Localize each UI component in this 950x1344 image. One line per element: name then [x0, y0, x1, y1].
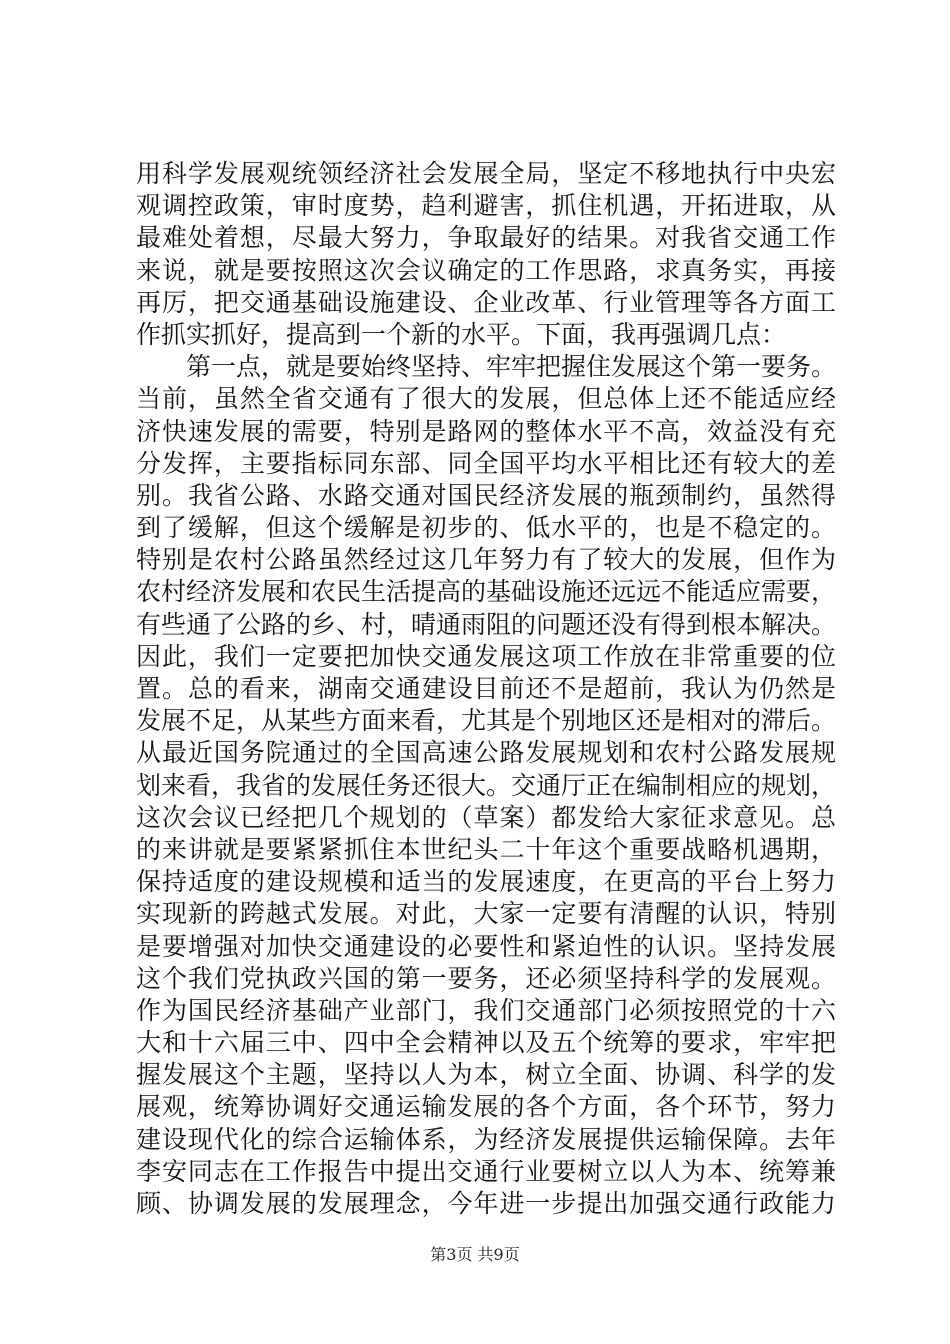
text-line: 李安同志在工作报告中提出交通行业要树立以人为本、统筹兼 [136, 1156, 836, 1186]
text-line: 第一点，就是要始终坚持、牢牢把握住发展这个第一要务。 [186, 352, 836, 382]
text-line: 作抓实抓好，提高到一个新的水平。下面，我再强调几点： [136, 319, 787, 349]
text-line: 这次会议已经把几个规划的（草案）都发给大家征求意见。总 [136, 802, 836, 832]
text-line: 从最近国务院通过的全国高速公路发展规划和农村公路发展规 [136, 738, 836, 768]
text-line: 分发挥，主要指标同东部、同全国平均水平相比还有较大的差 [136, 448, 836, 478]
text-line: 因此，我们一定要把加快交通发展这项工作放在非常重要的位 [136, 641, 836, 671]
text-line: 划来看，我省的发展任务还很大。交通厅正在编制相应的规划， [136, 770, 836, 800]
text-line: 别。我省公路、水路交通对国民经济发展的瓶颈制约，虽然得 [136, 480, 836, 510]
text-line: 济快速发展的需要，特别是路网的整体水平不高，效益没有充 [136, 416, 836, 446]
page-footer: 第3页 共9页 [430, 1245, 520, 1264]
text-line: 建设现代化的综合运输体系，为经济发展提供运输保障。去年 [136, 1124, 836, 1154]
text-line: 到了缓解，但这个缓解是初步的、低水平的，也是不稳定的。 [136, 513, 836, 543]
text-line: 最难处着想，尽最大努力，争取最好的结果。对我省交通工作 [136, 223, 836, 253]
text-line: 农村经济发展和农民生活提高的基础设施还远远不能适应需要， [136, 577, 836, 607]
text-line: 特别是农村公路虽然经过这几年努力有了较大的发展，但作为 [136, 545, 836, 575]
text-line: 再厉，把交通基础设施建设、企业改革、行业管理等各方面工 [136, 287, 836, 317]
text-line: 保持适度的建设规模和适当的发展速度，在更高的平台上努力 [136, 867, 836, 897]
body-text [136, 158, 836, 1220]
text-line: 顾、协调发展的发展理念，今年进一步提出加强交通行政能力 [136, 1189, 836, 1218]
text-line: 用科学发展观统领经济社会发展全局，坚定不移地执行中央宏 [136, 159, 836, 188]
text-line: 作为国民经济基础产业部门，我们交通部门必须按照党的十六 [136, 995, 836, 1025]
text-line: 当前，虽然全省交通有了很大的发展，但总体上还不能适应经 [136, 384, 836, 414]
text-line: 实现新的跨越式发展。对此，大家一定要有清醒的认识，特别 [136, 899, 836, 929]
text-line: 握发展这个主题，坚持以人为本，树立全面、协调、科学的发 [136, 1060, 836, 1090]
text-line: 展观，统筹协调好交通运输发展的各个方面，各个环节，努力 [136, 1092, 836, 1122]
text-line: 发展不足，从某些方面来看，尤其是个别地区还是相对的滞后。 [136, 706, 836, 736]
text-line: 置。总的看来，湖南交通建设目前还不是超前，我认为仍然是 [136, 674, 836, 703]
text-line: 的来讲就是要紧紧抓住本世纪头二十年这个重要战略机遇期， [136, 834, 836, 864]
text-line: 来说，就是要按照这次会议确定的工作思路，求真务实，再接 [136, 255, 836, 285]
text-line: 是要增强对加快交通建设的必要性和紧迫性的认识。坚持发展 [136, 931, 836, 961]
text-line: 大和十六届三中、四中全会精神以及五个统筹的要求，牢牢把 [136, 1028, 836, 1058]
text-line: 这个我们党执政兴国的第一要务，还必须坚持科学的发展观。 [136, 963, 836, 993]
text-line: 有些通了公路的乡、村，晴通雨阻的问题还没有得到根本解决。 [136, 609, 836, 639]
text-line: 观调控政策，审时度势，趋利避害，抓住机遇，开拓进取，从 [136, 191, 836, 221]
